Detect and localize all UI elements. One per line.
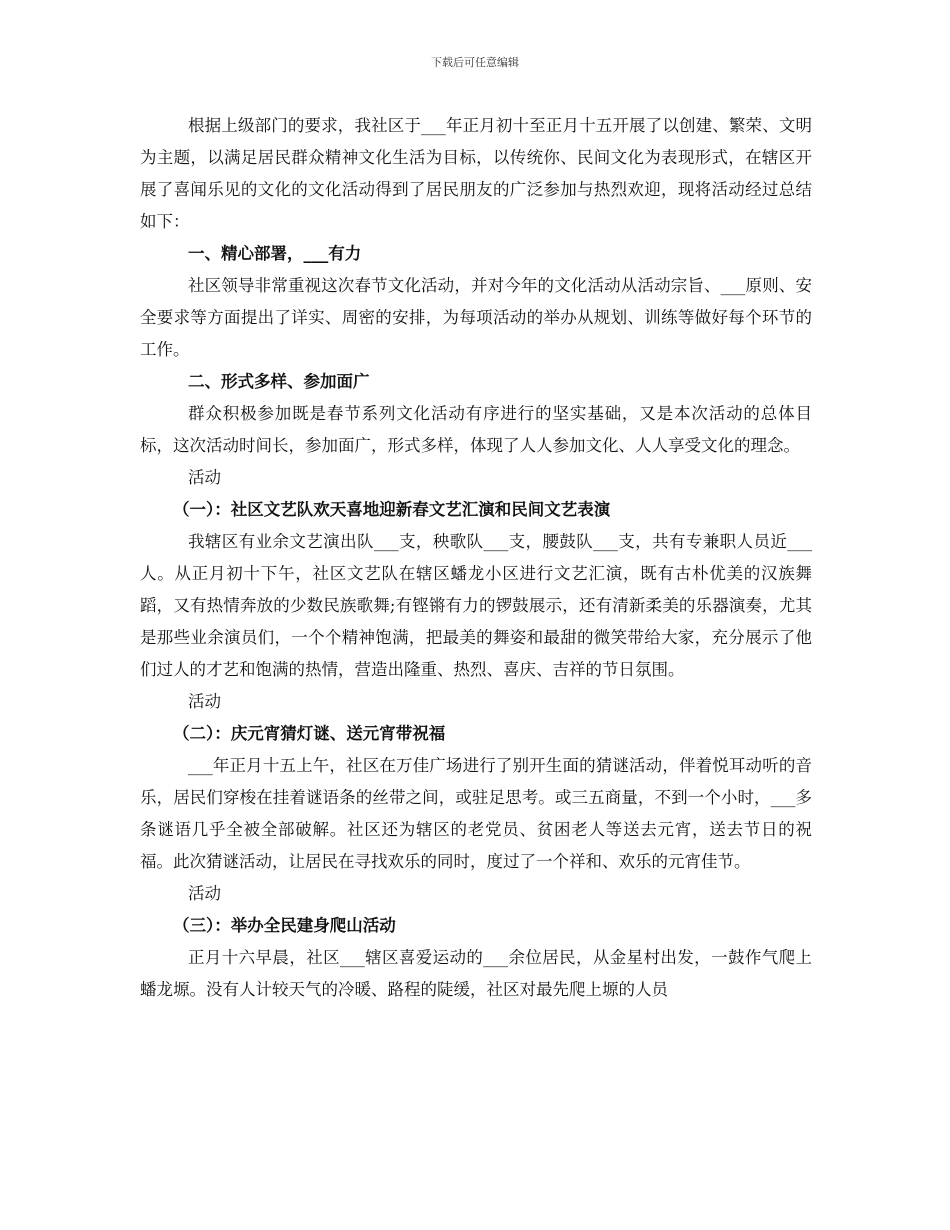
activity-heading-3: （三）：举办全民建身爬山活动 bbox=[173, 916, 396, 935]
section-heading-2: 二、形式多样、参加面广 bbox=[188, 372, 370, 391]
page-header: 下载后可任意编辑 bbox=[431, 56, 519, 69]
section-heading-1: 一、精心部署，___有力 bbox=[188, 244, 362, 263]
intro-paragraph: 根据上级部门的要求，我社区于___年正月初十至正月十五开展了以创建、繁荣、文明为主题，以满足居民群众精神文化生活为目标，以传统你、民间文化为表现形式，在辖区开展了喜闻乐见的文化的文化活动得到了居民朋友的广泛参加与热烈欢迎，现将活动经过总结如下： bbox=[140, 116, 812, 231]
activity-label-1: 活动 bbox=[188, 468, 221, 487]
activity-1-paragraph: 我辖区有业余文艺演出队___支，秧歌队___支，腰鼓队___支，共有专兼职人员近___人。从正月初十下午，社区文艺队在辖区蟠龙小区进行文艺汇演，既有古朴优美的汉族舞蹈，又有热情奔放的少数民族歌舞;有铿锵有力的锣鼓展示，还有清新柔美的乐器演奏，尤其是那些业余演员们，一个个精神饱满，把最美的舞姿和最甜的微笑带给大家，充分展示了他们过人的才艺和饱满的热情，营造出隆重、热烈、喜庆、吉祥的节日氛围。 bbox=[140, 532, 812, 679]
activity-label-2: 活动 bbox=[188, 692, 221, 711]
activity-2-paragraph: ___年正月十五上午，社区在万佳广场进行了别开生面的猜谜活动，伴着悦耳动听的音乐，居民们穿梭在挂着谜语条的丝带之间，或驻足思考。或三五商量，不到一个小时，___多条谜语几乎全被全部破解。社区还为辖区的老党员、贫困老人等送去元宵，送去节日的祝福。此次猜谜活动，让居民在寻找欢乐的同时，度过了一个祥和、欢乐的元宵佳节。 bbox=[140, 756, 812, 871]
document-body bbox=[140, 110, 812, 1006]
activity-label-3: 活动 bbox=[188, 884, 221, 903]
activity-heading-2: （二）：庆元宵猜灯谜、送元宵带祝福 bbox=[173, 724, 446, 743]
activity-3-paragraph: 正月十六早晨，社区___辖区喜爱运动的___余位居民，从金星村出发，一鼓作气爬上蟠龙塬。没有人计较天气的冷暖、路程的陡缓，社区对最先爬上塬的人员 bbox=[140, 948, 812, 999]
section-2-paragraph: 群众积极参加既是春节系列文化活动有序进行的坚实基础，又是本次活动的总体目标，这次活动时间长，参加面广，形式多样，体现了人人参加文化、人人享受文化的理念。 bbox=[140, 404, 812, 455]
section-1-paragraph: 社区领导非常重视这次春节文化活动，并对今年的文化活动从活动宗旨、___原则、安全要求等方面提出了详实、周密的安排，为每项活动的举办从规划、训练等做好每个环节的工作。 bbox=[140, 276, 812, 359]
activity-heading-1: （一）：社区文艺队欢天喜地迎新春文艺汇演和民间文艺表演 bbox=[173, 500, 611, 519]
